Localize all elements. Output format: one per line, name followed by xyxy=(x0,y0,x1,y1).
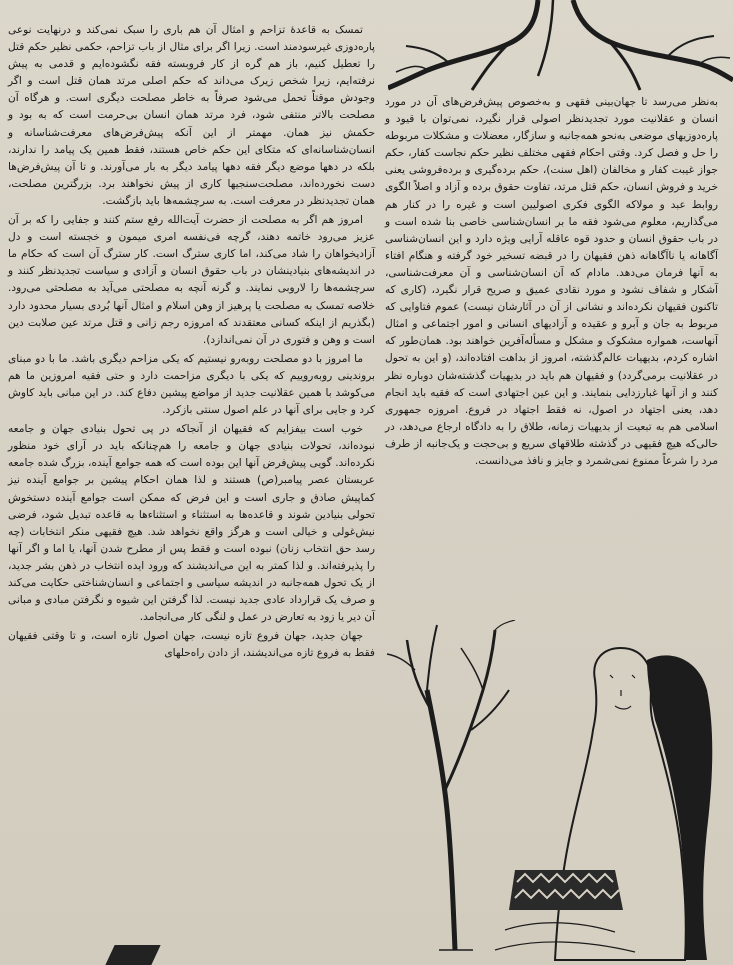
left-paragraph: ما امروز با دو مصلحت روبه‌رو نیستیم که یکی مزاحم دیگری باشد. ما با دو مبنای بروندینی روبه‌روییم که یکی با دیگری مزاحمت دارد و حتی فقیه امروزین ما هم می‌کوشد با همین عقلانیت جدید از مواضع پیشین دفاع کند. در این مبانی باید کاوش کرد و جایی برای آنها در علم اصول سنتی بازکرد. xyxy=(8,352,375,417)
left-column xyxy=(8,22,375,662)
left-paragraph: امروز هم اگر به مصلحت از حضرت آیت‌الله رفع ستم کنند و جفایی را که بر آن عزیز می‌رود خاتمه دهند، گرچه فی‌نفسه امری میمون و خجسته است و دل آزادیخواهان را شاد می‌کند، اما کاری سترگ است. کار سترگ آن است که حکام ما در اندیشه‌های بنیادینشان در باب حقوق انسان و آزادی و سیاست تجدیدنظر کنند و سرچشمه‌ها را لاروبی نمایند. و گرنه آنچه به مصلحتی می‌آید به مصلحتی می‌رود. خلاصه تمسک به مصلحت یا پرهیز از وهن اسلام و امثال آنها بُردی بسیار محدود دارد (بگذریم از اینکه کسانی معتقدند که امروزه رجم زانی و قتل مرتد عین صلابت دین است و وهن و فتوری در آن نمی‌اندازد). xyxy=(8,214,375,346)
page-corner-mark xyxy=(105,945,160,965)
tree-and-figure-illustration xyxy=(385,620,730,965)
tree-roots-illustration xyxy=(388,0,733,92)
left-paragraph: جهان جدید، جهان فروع تازه نیست، جهان اصول تازه است، و تا وقتی فقیهان فقط به فروع تازه می‌اندیشند، از دادن راه‌حلهای xyxy=(8,630,375,660)
left-paragraph: خوب است بیفزایم که فقیهان از آنجاکه در پی تحول بنیادی جهان و جامعه نبوده‌اند، تحولات بنیادی جهان و جامعه را هم‌چنانکه باید در آرای خود منظور نکرده‌اند. گویی پیش‌فرض آنها این بوده است که همه جوامع آینده، بزرگ شده جامعه عربستان عصر پیامبر(ص) هستند و لذا همان احکام پیشین بر جوامع آینده نیز کماپیش صادق و جاری است و این فرض که ممکن است جوامع آینده دستخوش تحولی بنیادین شوند و قاعده‌ها به استثناء و استثناءها به قاعده تبدیل شود، فرضی نیش‌غولی و خیالی است و هرگز واقع نخواهد شد. هیچ فقیهی منکر انتخابات (چه رسد حق انتخاب زنان) نبوده است و فقط پس از مطرح شدن آنها، یا اما و اگر آنها را پذیرفته‌اند. و لذا کمتر به این می‌اندیشند که ورود ایده انتخاب در ذهن بشر جدید، از یک تحول همه‌جانبه در اندیشه سیاسی و اجتماعی و انسان‌شناختی حکایت می‌کند و صرف یک قرارداد عادی جدید نیست. لذا گرفتن این شیوه و نگرفتن مبادی و مبانی آن دیر یا زود به تعارض در عمل و لنگی کار می‌انجامد. xyxy=(8,423,375,624)
right-paragraph: به‌نظر می‌رسد تا جهان‌بینی فقهی و به‌خصوص پیش‌فرض‌های آن در مورد انسان و عقلانیت مورد تجدیدنظر اصولی قرار نگیرد، نمی‌توان با قیود و پاره‌دوزیهای موضعی به‌نحو همه‌جانبه و سازگار، معضلات و مشکلات مربوطه را حل و فصل کرد. وقتی احکام فقهی مختلف نظیر حکم نجاست کفار، حکم جواز غیبت کفار و مخالفان (اهل سنت)، حکم برده‌گیری و برده‌فروشی یعنی خرید و فروش انسان، حکم قتل مرتد، تفاوت حقوق برده و آزاد و اصلاً الگوی روابط عبد و مولاکه الگوی فکری اصولیین است و غیره را در کنار هم می‌گذاریم، معلوم می‌شود فقه ما بر انسان‌شناسی خاصی بنا شده است و در باب حقوق انسان و حدود قوه عاقله آرایی ویژه دارد و این انسان‌شناسی آگاهانه یا ناآگاهانه ذهن فقیهان را در قبضه تسخیر خود گرفته و هنگام افتاء به آنها فرمان می‌دهد. مادام که آن انسان‌شناسی و آن معرفت‌شناسی، آشکار و شفاف نشود و مورد نقادی عمیق و صریح قرار نگیرد، (کاری که تاکنون فقیهان نکرده‌اند و نشانی از آن در آثارشان نیست) عموم فتاوایی که مربوط به جان و آبرو و عقیده و آزادیهای انسانی و امور اجتماعی و امثال آنهاست، همواره مشکوک و مشکل و مسأله‌آفرین خواهند بود. همان‌طور که اشاره کردم، بدیهیات عالم‌گذشته، امروز از بداهت افتاده‌اند، (و این به تحول در عقلانیت برمی‌گردد) و فقیهان هم باید در بدیهیات گذشته‌شان دوباره نظر کنند و از آنها غبارزدایی بنمایند. و این عین اجتهادی است که فقیه باید انجام دهد، یعنی اجتهاد در اصول، نه فقط اجتهاد در فروع. امروزه جمهوری اسلامی هم به تبعیت از بدیهیات زمانه، طلاق را به دادگاه ارجاع می‌دهد، در حالی‌که هیچ فقیهی در گذشته طلاقهای سریع و بی‌حجت و یک‌جانبه از طرف مرد را شرعاً ممنوع نمی‌شمرد و جایز و نافذ می‌دانست. xyxy=(385,96,718,467)
right-column xyxy=(385,94,718,470)
left-paragraph: تمسک به قاعدهٔ تزاحم و امثال آن هم باری را سبک نمی‌کند و درنهایت نوعی پاره‌دوزی غیرسودمند است. زیرا اگر برای مثال از باب تزاحم، حکمی نظیر حکم قتل را تعطیل کنیم، باز هم گره از کار فروبسته فقه نگشوده‌ایم و قدمی به پیش نرفته‌ایم، زیرا شخص زیرک می‌داند که حکم اصلی مرتد همان قتل است و اگر وجودش موقتاً تحمل می‌شود صرفاً به خاطر مصلحت دیگری است. و هرگاه آن مصلحت بالاتر منتفی شود، فرد مرتد همان انسان بی‌حرمت است که به بود و حکمش نیز همان. مهمتر از این آنکه پیش‌فرض‌های معرفت‌شناسانه و انسان‌شناسانه‌ای که متکای این حکم خاص هستند، فقط همین یک پیامد را ندارند، بلکه در دهها موضع دیگر فقه دهها پیامد دیگر به بار می‌آورند. و تا آن پیش‌فرض‌ها دست نخورده‌اند، مصلحت‌سنجیها کاری از پیش نخواهند برد. بزرگترین مصلحت، همان تجدیدنظر در معرفت است. به سرچشمه‌ها باید بازگشت. xyxy=(8,24,375,207)
